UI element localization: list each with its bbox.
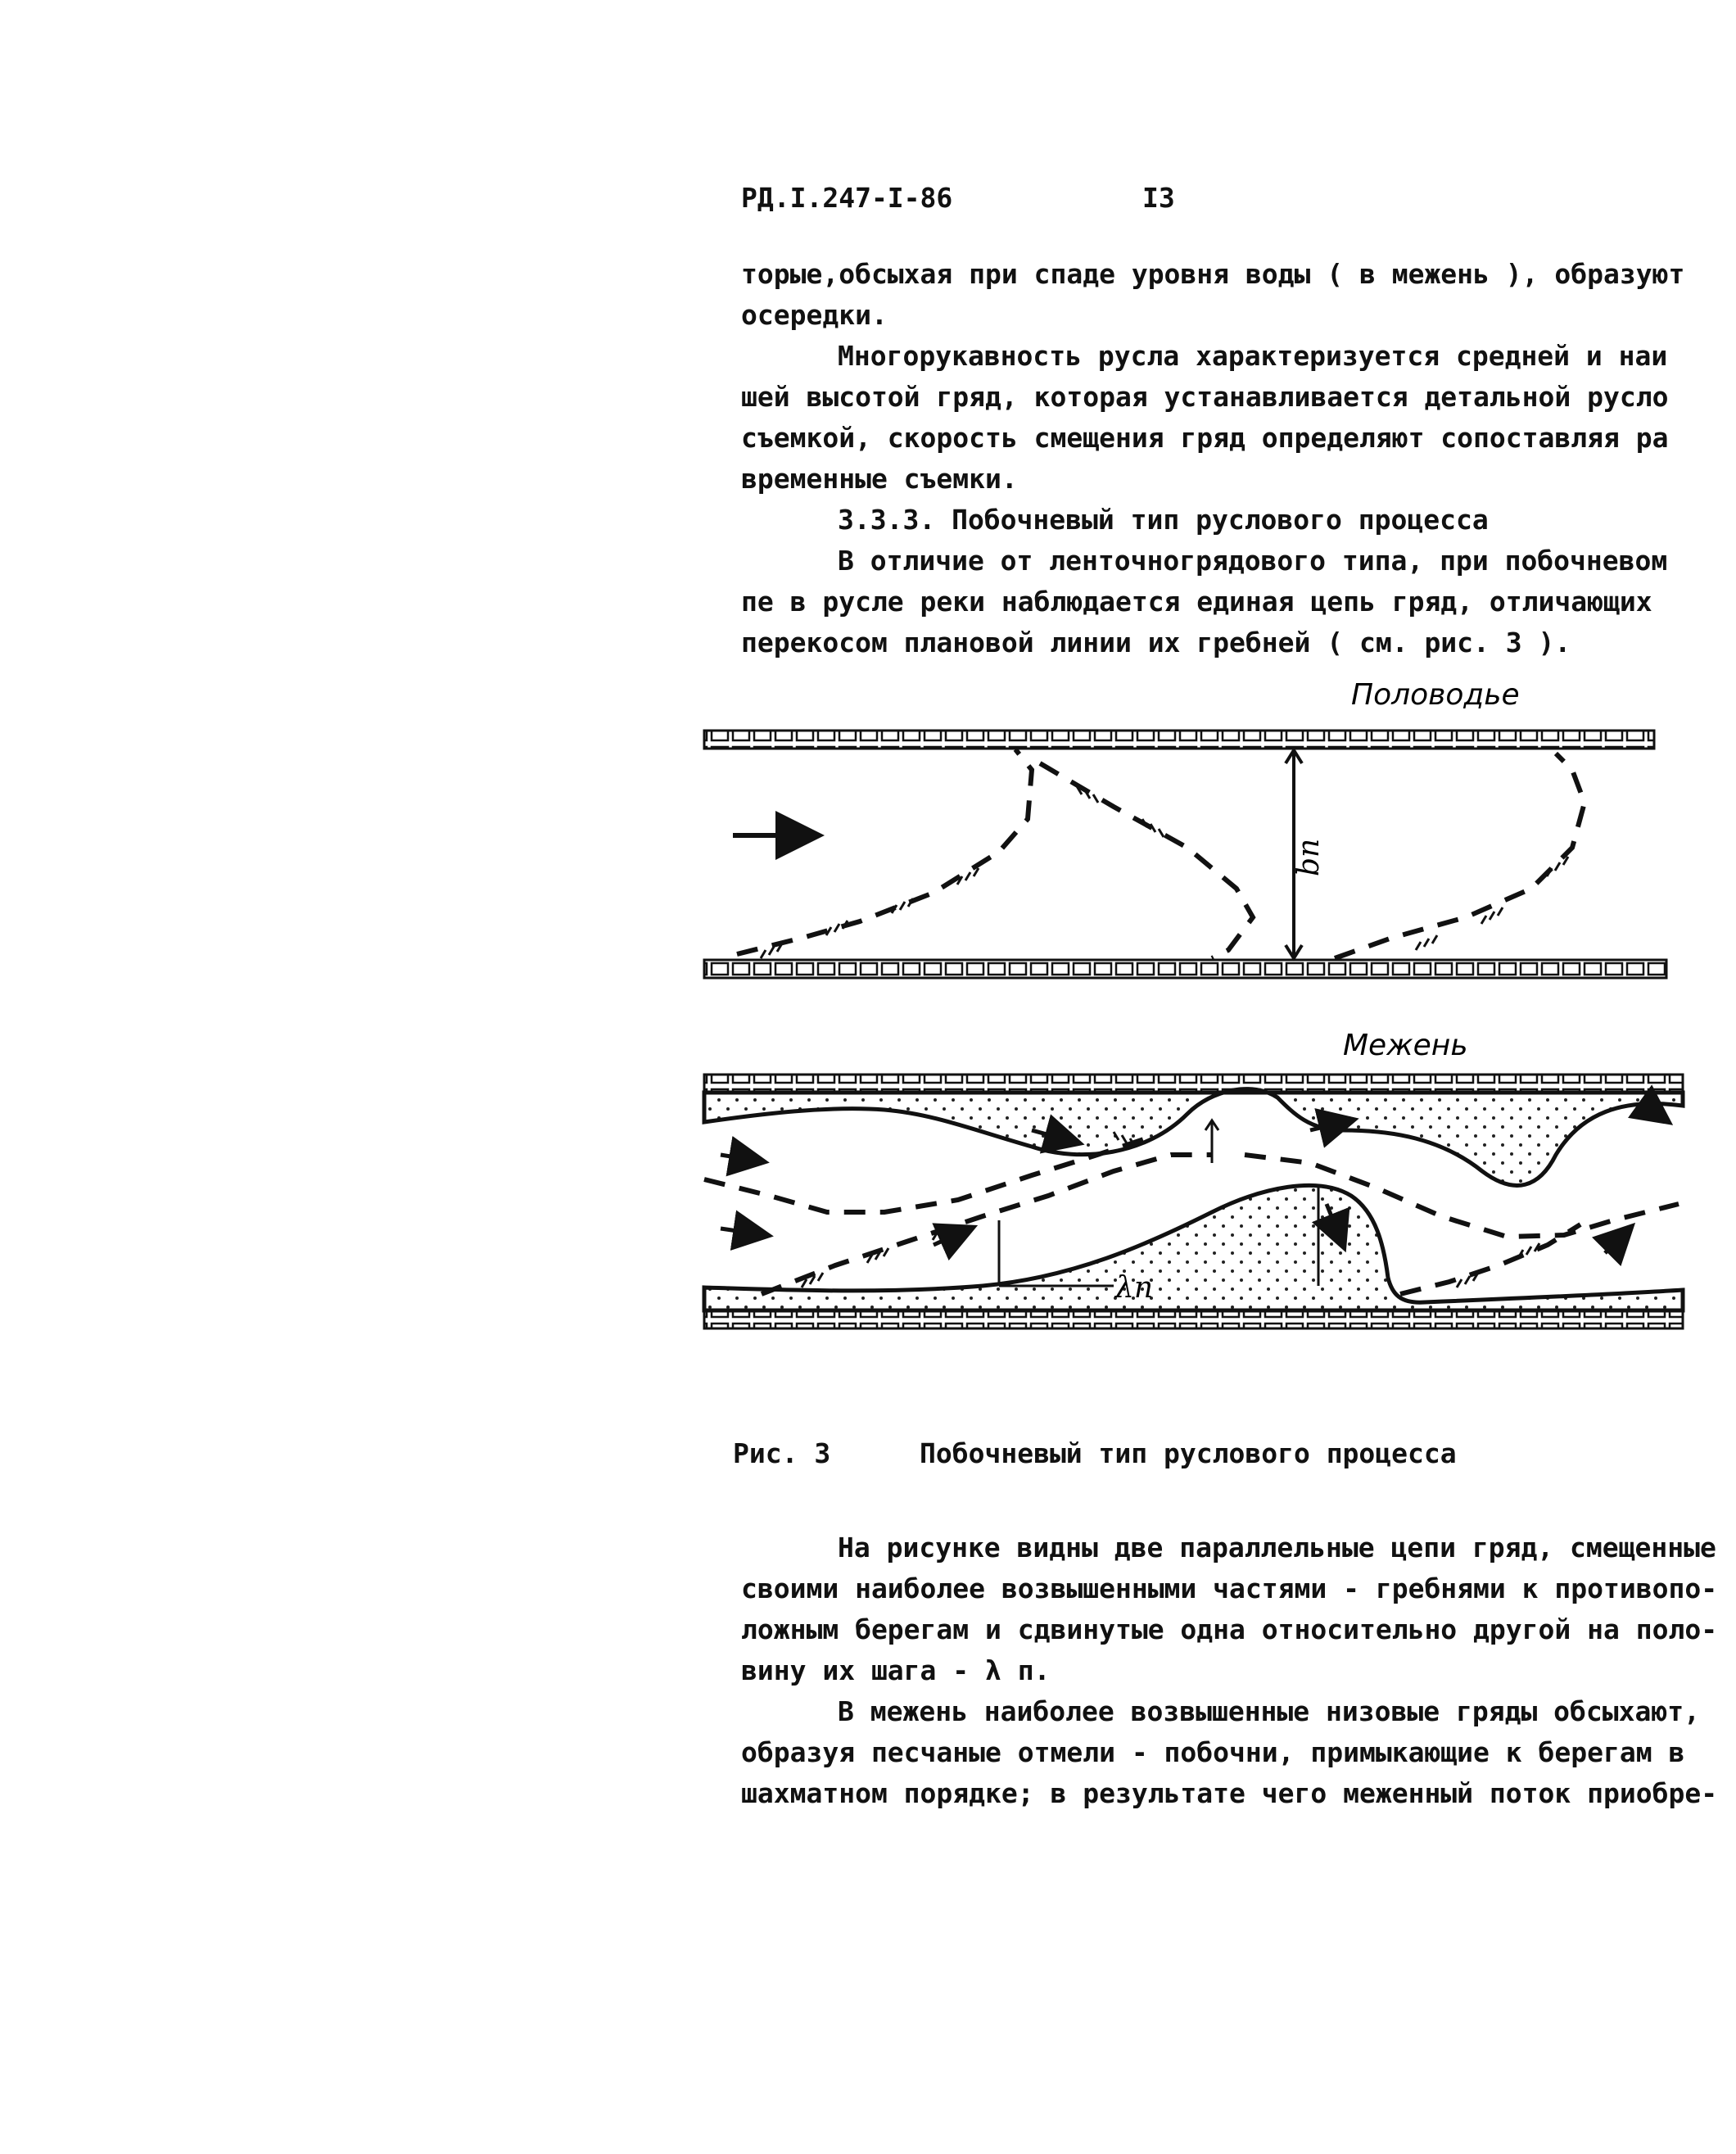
symbol-lambda: λп	[1115, 1271, 1154, 1305]
bank-top-lowwater	[704, 1075, 1683, 1093]
caption-label: Рис. 3	[733, 1437, 831, 1469]
bank-bottom-flood	[704, 960, 1666, 978]
document-number: РД.I.247-I-86	[741, 182, 953, 214]
paragraph-bottom	[741, 1527, 1718, 1814]
text-line: торые,обсыхая при спаде уровня воды ( в межень ), образуют	[741, 258, 1685, 290]
text-line: временные съемки.	[741, 463, 1018, 495]
text-line: ложным берегам и сдвинутые одна относительно другой на поло-	[741, 1613, 1718, 1645]
bank-bottom-lowwater	[704, 1310, 1683, 1328]
symbol-b: bп	[1292, 838, 1326, 876]
ridge-crest-line	[737, 749, 1032, 954]
ridge-crest-line	[1335, 753, 1585, 958]
label-lowwater: Межень	[1343, 1029, 1468, 1062]
text-line: В межень наиболее возвышенные низовые гряды обсыхают,	[838, 1695, 1700, 1727]
text-line: образуя песчаные отмели - побочни, примыкающие к берегам в	[741, 1736, 1685, 1768]
caption-text: Побочневый тип руслового процесса	[920, 1437, 1457, 1469]
text-line: На рисунке видны две параллельные цепи гряд, смещенные	[838, 1532, 1716, 1563]
channel-centerline	[1400, 1224, 1580, 1294]
text-line: съемкой, скорость смещения гряд определяют сопоставляя ра	[741, 422, 1669, 454]
paragraph-top	[741, 254, 1685, 663]
text-line: осередки.	[741, 299, 888, 331]
label-flood: Половодье	[1351, 678, 1520, 712]
ridge-crest-line	[1040, 763, 1253, 958]
text-line: шахматном порядке; в результате чего меженный поток приобре-	[741, 1777, 1718, 1809]
bank-top-flood	[704, 731, 1654, 749]
text-line: перекосом плановой линии их гребней ( см. рис. 3 ).	[741, 627, 1571, 658]
page-number: I3	[1142, 182, 1175, 214]
text-line: пе в русле реки наблюдается единая цепь гряд, отличающих	[741, 586, 1652, 618]
text-line: В отличие от ленточногрядового типа, при побочневом	[838, 545, 1668, 577]
text-line: шей высотой гряд, которая устанавливается детальной русло	[741, 381, 1669, 413]
figure-3	[688, 672, 1687, 1360]
sand-bar-upper	[704, 1089, 1683, 1186]
text-line: вину их шага - λ п.	[741, 1654, 1051, 1686]
text-line: своими наиболее возвышенными частями - гребнями к противопо-	[741, 1573, 1718, 1604]
section-heading: 3.3.3. Побочневый тип руслового процесса	[838, 504, 1489, 536]
text-line: Многорукавность русла характеризуется средней и наи	[838, 340, 1668, 372]
ridge-hatch-marks	[761, 786, 1568, 958]
